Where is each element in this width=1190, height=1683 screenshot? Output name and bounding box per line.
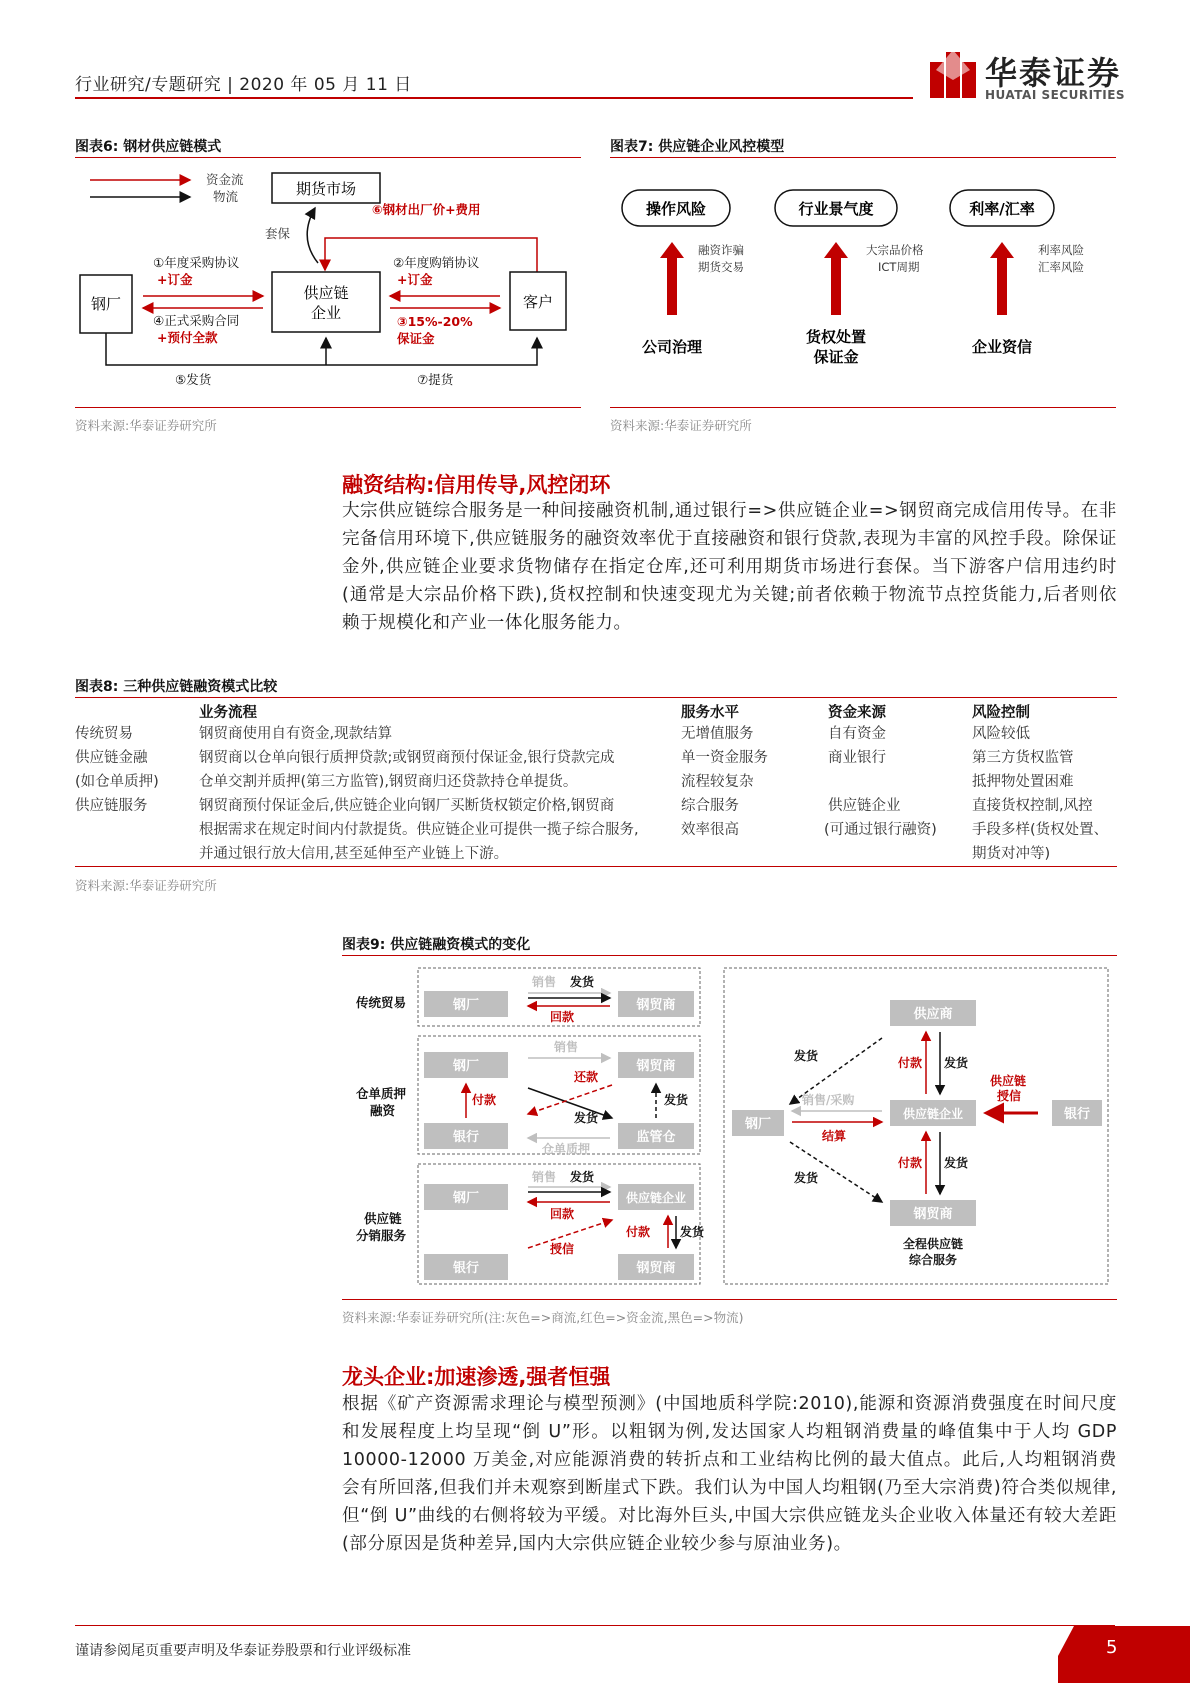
page-number: 5 — [1106, 1637, 1118, 1658]
fig6-bottom-rule — [75, 407, 581, 408]
fig8-row3-flow: 钢贸商预付保证金后,供应链企业向钢厂买断货权锁定价格,钢贸商 — [199, 798, 615, 814]
fig6-title: 图表6: 钢材供应链模式 — [75, 139, 222, 155]
logo-name-en: HUATAI SECURITIES — [985, 88, 1126, 102]
fig8-row2-flow: 钢贸商以仓单向银行质押贷款;或钢贸商预付保证金,银行贷款完成 — [199, 750, 615, 766]
r-pay-up2: 付款 — [898, 1156, 923, 1170]
b2-sales: 销售 — [554, 1040, 579, 1054]
fig8-row2-name-2: (如仓单质押) — [75, 774, 159, 790]
fig8-row3-risk-3: 期货对冲等) — [972, 846, 1051, 862]
fig8-row3-flow-2: 根据需求在规定时间内付款提货。供应链企业可提供一揽子综合服务, — [199, 822, 639, 838]
r-mill-label: 钢厂 — [744, 1117, 772, 1132]
customer-label: 客户 — [522, 293, 554, 311]
section2-title: 龙头企业:加速渗透,强者恒强 — [342, 1365, 611, 1389]
legend-money: 资金流 — [206, 172, 244, 187]
fig8-head-fund: 资金来源 — [828, 705, 886, 721]
note-3b: 汇率风险 — [1038, 260, 1084, 274]
logo-name-cn: 华泰证券 — [985, 54, 1122, 92]
mode-warehouse-2: 融资 — [370, 1103, 396, 1118]
header-text: 行业研究/专题研究 | 2020 年 05 月 11 日 — [75, 75, 412, 95]
note-3a: 利率风险 — [1038, 243, 1084, 257]
r-pay-up: 付款 — [898, 1056, 923, 1070]
b1-payback: 回款 — [550, 1010, 575, 1024]
fig6-diagram — [75, 160, 581, 405]
b1-sales: 销售 — [532, 975, 557, 989]
fig8-title: 图表8: 三种供应链融资模式比较 — [75, 679, 278, 695]
note-2a: 大宗品价格 — [866, 243, 924, 257]
fig8-row1-fund: 自有资金 — [828, 726, 886, 742]
risk-3: 利率/汇率 — [969, 200, 1035, 218]
r-caption: 全程供应链 — [902, 1237, 964, 1251]
b3-trader-label: 钢贸商 — [636, 1261, 676, 1276]
fig8-row2-name: 供应链金融 — [75, 750, 148, 766]
risk-2: 行业景气度 — [798, 200, 874, 218]
base-2: 货权处置 — [805, 328, 867, 346]
huatai-logo-icon — [930, 48, 976, 98]
fig8-row2-risk-2: 抵押物处置困难 — [972, 774, 1074, 790]
note-2b: ICT周期 — [878, 260, 920, 274]
fig8-row3-name: 供应链服务 — [75, 798, 148, 814]
step7-label: ⑦提货 — [417, 372, 454, 387]
r-supplier-label: 供应商 — [913, 1007, 953, 1022]
fig7-title: 图表7: 供应链企业风控模型 — [610, 139, 785, 155]
base-2b: 保证金 — [813, 348, 859, 366]
step3-label: ③15%-20% — [397, 314, 473, 329]
fig8-row1-flow: 钢贸商使用自有资金,现款结算 — [199, 726, 393, 742]
b2-trader-label: 钢贸商 — [636, 1059, 676, 1074]
scf-label-2: 企业 — [310, 304, 342, 322]
b3-credit: 授信 — [550, 1242, 575, 1256]
fig8-row2-fund: 商业银行 — [828, 750, 886, 766]
page-tab-shape — [1058, 1626, 1190, 1683]
b3-mill-label: 钢厂 — [452, 1191, 480, 1206]
fig8-row3-fund-2: (可通过银行融资) — [824, 822, 937, 838]
scf-label: 供应链 — [303, 284, 349, 302]
fig8-row2-service: 单一资金服务 — [681, 750, 768, 766]
hedge-arrow — [307, 208, 318, 263]
fig8-top-rule — [75, 697, 1117, 698]
b3-bank-label: 银行 — [452, 1261, 480, 1276]
r-ship-down: 发货 — [944, 1056, 969, 1070]
fig7-bottom-rule — [610, 407, 1116, 408]
fig6-top-rule — [75, 157, 581, 158]
fig9-diagram — [342, 958, 1117, 1298]
b1-mill-label: 钢厂 — [452, 998, 480, 1013]
section1-body: 大宗供应链综合服务是一种间接融资机制,通过银行=>供应链企业=>钢贸商完成信用传导。在非完备信用环境下,供应链服务的融资效率优于直接融资和银行贷款,表现为丰富的风控手段。除保证金外,供应链企业要求货物储存在指定仓库,还可利用期货市场进行套保。当下游客户信用违约时(通常是大宗品价格下跌),货权控制和快速变现尤为关键;前者依赖于物流节点控货能力,后者则依赖于规模化和产业一体化服务能力。 — [342, 501, 1117, 633]
fig9-title: 图表9: 供应链融资模式的变化 — [342, 937, 531, 953]
r-scf-label: 供应链企业 — [902, 1107, 964, 1121]
b2-pledge: 仓单质押 — [542, 1142, 591, 1156]
step4-label: ④正式采购合同 — [153, 313, 240, 328]
step2-sub: +订金 — [397, 272, 433, 287]
footer-rule — [75, 1625, 1115, 1626]
fig8-row1-name: 传统贸易 — [75, 726, 133, 742]
fig7-top-rule — [610, 157, 1116, 158]
mode-scf: 供应链 — [364, 1211, 402, 1226]
b2-ship-arrow — [528, 1088, 612, 1118]
fig7-source: 资料来源:华泰证券研究所 — [610, 418, 752, 433]
note-1b: 期货交易 — [698, 260, 744, 274]
step1-sub: +订金 — [157, 272, 193, 287]
step3-sub: 保证金 — [397, 331, 435, 346]
fig8-row1-risk: 风险较低 — [972, 726, 1030, 742]
legend-goods: 物流 — [213, 189, 239, 204]
step2-label: ②年度购销协议 — [393, 255, 480, 270]
r-trader-label: 钢贸商 — [913, 1207, 953, 1222]
b3-pay: 付款 — [626, 1225, 651, 1239]
fig9-top-rule — [342, 955, 1117, 956]
r-ship-diag2: 发货 — [794, 1171, 819, 1185]
b2-repay-arrow — [528, 1085, 612, 1114]
base-3: 企业资信 — [971, 338, 1033, 356]
r-bank-label: 银行 — [1063, 1107, 1091, 1122]
b2-ship: 发货 — [574, 1111, 599, 1125]
fig8-row3-flow-3: 并通过银行放大信用,甚至延伸至产业链上下游。 — [199, 846, 509, 862]
b1-ship: 发货 — [570, 975, 595, 989]
fig8-source: 资料来源:华泰证券研究所 — [75, 878, 217, 893]
r-ship-diag1: 发货 — [794, 1049, 819, 1063]
fig8-head-flow: 业务流程 — [199, 705, 257, 721]
mode-traditional: 传统贸易 — [356, 995, 407, 1010]
fig8-head-risk: 风险控制 — [972, 705, 1030, 721]
fig8-row3-service: 综合服务 — [681, 798, 739, 814]
mode-scf-2: 分销服务 — [356, 1228, 407, 1243]
fig8-row2-risk: 第三方货权监管 — [972, 750, 1074, 766]
b3-payback: 回款 — [550, 1207, 575, 1221]
b2-mill-label: 钢厂 — [452, 1059, 480, 1074]
r-ship-down2: 发货 — [944, 1156, 969, 1170]
b2-bank-label: 银行 — [452, 1130, 480, 1145]
b3-scf-label: 供应链企业 — [625, 1191, 687, 1205]
r-salespurchase: 销售/采购 — [802, 1093, 855, 1107]
fig8-row3-fund: 供应链企业 — [828, 798, 901, 814]
fig8-row3-service-2: 效率很高 — [681, 822, 739, 838]
b1-trader-label: 钢贸商 — [636, 998, 676, 1013]
futures-label: 期货市场 — [295, 180, 357, 198]
step1-label: ①年度采购协议 — [153, 255, 240, 270]
footer-text: 谨请参阅尾页重要声明及华泰证券股票和行业评级标准 — [75, 1643, 411, 1659]
fig8-row3-risk: 直接货权控制,风控 — [972, 798, 1093, 814]
fig8-row2-service-2: 流程较复杂 — [681, 774, 754, 790]
b2-ship2: 发货 — [664, 1093, 689, 1107]
fig7-diagram — [610, 160, 1116, 405]
b3-ship: 发货 — [570, 1170, 595, 1184]
step4-sub: +预付全款 — [157, 330, 218, 345]
header-rule — [75, 97, 913, 99]
b2-warehouse-label: 监管仓 — [636, 1130, 676, 1145]
up-arrow-3 — [990, 242, 1014, 315]
r-sc-credit-2: 授信 — [997, 1089, 1022, 1103]
r-sc-credit: 供应链 — [990, 1074, 1027, 1088]
b2-repay: 还款 — [574, 1070, 599, 1084]
fig8-bottom-rule — [75, 866, 1117, 867]
step6-label: ⑥钢材出厂价+费用 — [372, 202, 481, 217]
note-1a: 融资诈骗 — [698, 243, 744, 257]
r-settle: 结算 — [822, 1129, 847, 1143]
fig8-row2-flow-2: 仓单交割并质押(第三方监管),钢贸商归还贷款持仓单提货。 — [199, 774, 578, 790]
fig8-row3-risk-2: 手段多样(货权处置、 — [972, 822, 1109, 838]
up-arrow-1 — [660, 242, 684, 315]
section1-title: 融资结构:信用传导,风控闭环 — [342, 473, 611, 497]
step5-label: ⑤发货 — [175, 372, 212, 387]
scf-box — [272, 272, 380, 332]
risk-1: 操作风险 — [645, 200, 707, 218]
fig6-source: 资料来源:华泰证券研究所 — [75, 418, 217, 433]
b3-sales: 销售 — [532, 1170, 557, 1184]
b2-pay: 付款 — [472, 1093, 497, 1107]
fig9-bottom-rule — [342, 1299, 1117, 1300]
hedge-label: 套保 — [265, 226, 291, 241]
base-1: 公司治理 — [641, 338, 703, 356]
fig8-head-service: 服务水平 — [681, 705, 739, 721]
b3-ship2: 发货 — [680, 1225, 705, 1239]
mode-warehouse: 仓单质押 — [356, 1086, 407, 1101]
up-arrow-2 — [824, 242, 848, 315]
mill-label: 钢厂 — [90, 295, 122, 313]
section2-body: 根据《矿产资源需求理论与模型预测》(中国地质科学院:2010),能源和资源消费强度在时间尺度和发展程度上均呈现“倒 U”形。以粗钢为例,发达国家人均粗钢消费量的峰值集中于人均 GDP 10000-12000 万美金,对应能源消费的转折点和工业结构比例的最大值点。此后,人均粗钢消费会有所回落,但我们并未观察到断崖式下跌。我们认为中国人均粗钢(乃至大宗消费)符合类似规律,但“倒 U”曲线的右侧将较为平缓。对比海外巨头,中国大宗供应链龙头企业收入体量还有较大差距(部分原因是货种差异,国内大宗供应链企业较少参与原油业务)。 — [342, 1394, 1117, 1554]
r-caption-2: 综合服务 — [908, 1253, 958, 1267]
fig8-row1-service: 无增值服务 — [681, 726, 754, 742]
fig9-source: 资料来源:华泰证券研究所(注:灰色=>商流,红色=>资金流,黑色=>物流) — [342, 1310, 744, 1325]
